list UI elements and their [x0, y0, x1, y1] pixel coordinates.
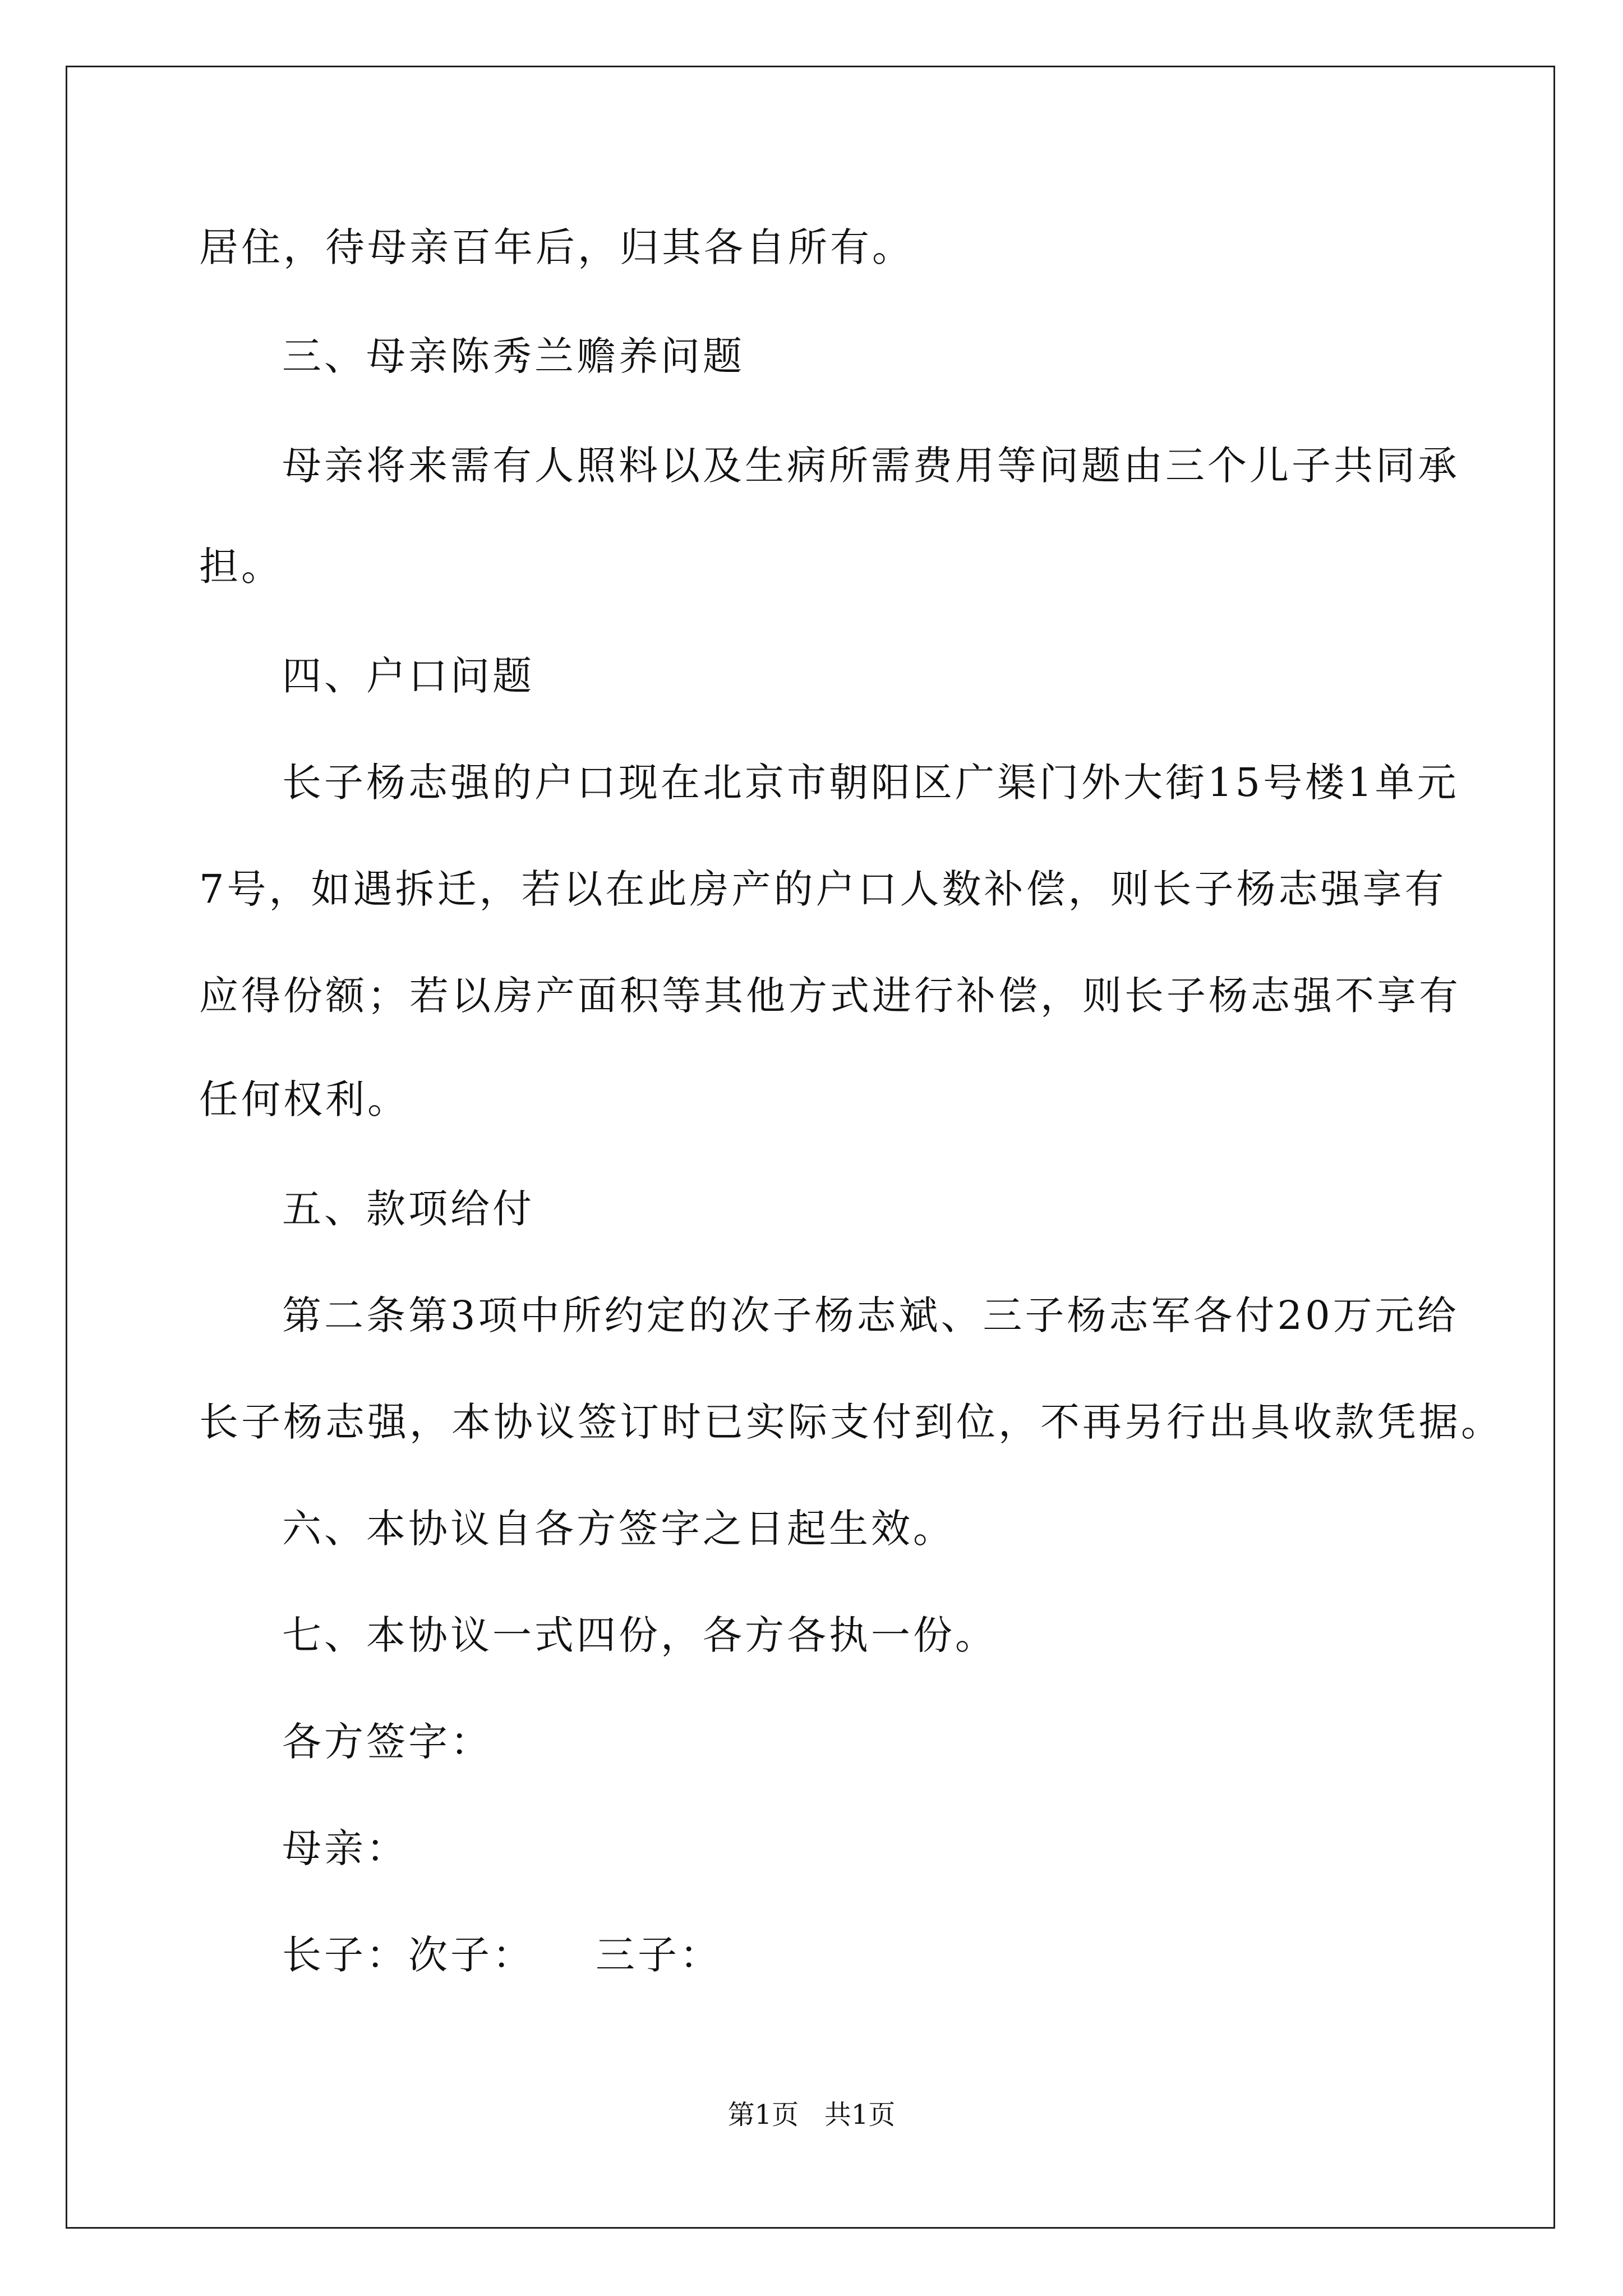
paragraph-line: 母亲将来需有人照料以及生病所需费用等问题由三个儿子共同承: [282, 443, 1460, 489]
signature-heading: 各方签字：: [282, 1719, 492, 1765]
section-heading-5: 五、款项给付: [282, 1186, 534, 1232]
page-number-footer: 第1页 共1页: [727, 2099, 896, 2131]
text-line-continuation: 居住，待母亲百年后，归其各自所有。: [199, 224, 914, 270]
paragraph-line: 担。: [199, 544, 283, 590]
paragraph-line: 长子杨志强的户口现在北京市朝阳区广渠门外大街15号楼1单元: [282, 760, 1459, 806]
paragraph-line: 长子杨志强，本协议签订时已实际支付到位，不再另行出具收款凭据。: [199, 1399, 1503, 1445]
clause-6: 六、本协议自各方签字之日起生效。: [282, 1506, 955, 1552]
clause-7: 七、本协议一式四份，各方各执一份。: [282, 1612, 997, 1658]
section-heading-3: 三、母亲陈秀兰赡养问题: [282, 333, 745, 379]
signature-mother: 母亲：: [282, 1825, 408, 1871]
paragraph-line: 应得份额；若以房产面积等其他方式进行补偿，则长子杨志强不享有: [199, 973, 1461, 1019]
signature-sons: 长子：次子： 三子：: [282, 1932, 722, 1978]
paragraph-line: 7号，如遇拆迁，若以在此房产的户口人数补偿，则长子杨志强享有: [199, 866, 1447, 912]
paragraph-line: 第二条第3项中所约定的次子杨志斌、三子杨志军各付20万元给: [282, 1292, 1459, 1338]
section-heading-4: 四、户口问题: [282, 653, 534, 699]
paragraph-line: 任何权利。: [199, 1076, 409, 1122]
page-border: [66, 66, 1555, 2229]
